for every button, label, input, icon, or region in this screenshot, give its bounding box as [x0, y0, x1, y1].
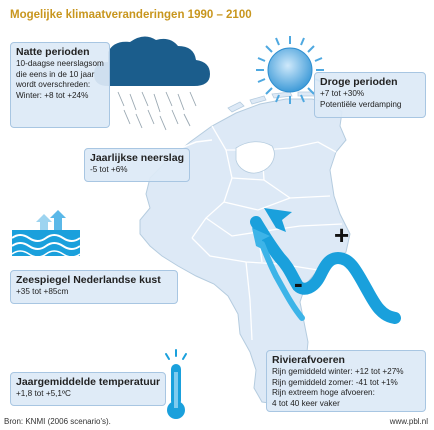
rivier-line: Rijn gemiddeld zomer: -41 tot +1%: [272, 377, 398, 387]
natte-heading: Natte perioden: [16, 46, 90, 58]
natte-line: 10-daagse neerslagsom: [16, 59, 104, 68]
sea-wave-icon: [12, 210, 80, 257]
neerslag-heading: Jaarlijkse neerslag: [90, 152, 184, 164]
box-zeespiegel: [10, 270, 178, 304]
rivier-line: Rijn extreem hoge afvoeren:: [272, 388, 375, 397]
natte-line: die eens in de 10 jaar: [16, 69, 95, 79]
zeespiegel-line: +35 tot +85cm: [16, 287, 69, 296]
box-droge-perioden: [314, 72, 426, 118]
rivier-line: 4 tot 40 keer vaker: [272, 398, 340, 408]
plus-sign: +: [334, 220, 350, 250]
box-rivierafvoeren: [266, 350, 426, 412]
box-temperatuur: [10, 372, 166, 406]
natte-line: Winter: +8 tot +24%: [16, 90, 89, 100]
page-title: Mogelijke klimaatveranderingen 1990 – 2100: [10, 9, 252, 21]
site-url: www.pbl.nl: [389, 417, 428, 426]
neerslag-line: -5 tot +6%: [90, 165, 128, 174]
source-note: Bron: KNMI (2006 scenario's).: [4, 417, 111, 426]
zeespiegel-heading: Zeespiegel Nederlandse kust: [16, 274, 161, 286]
natte-line: wordt overschreden:: [16, 80, 91, 89]
rain-cloud-icon: [94, 36, 210, 130]
temperatuur-heading: Jaargemiddelde temperatuur: [16, 376, 161, 388]
rivier-line: Rijn gemiddeld winter: +12 tot +27%: [272, 367, 404, 376]
temperatuur-line: +1,8 tot +5,1ºC: [16, 389, 71, 398]
box-natte-perioden: [10, 42, 110, 128]
minus-sign: -: [294, 268, 303, 298]
box-jaarlijkse-neerslag: [84, 148, 190, 182]
thermometer-icon: [166, 350, 186, 419]
droge-line: +7 tot +30%: [320, 89, 365, 98]
droge-heading: Droge perioden: [320, 76, 398, 88]
rivier-heading: Rivierafvoeren: [272, 354, 345, 366]
droge-line: Potentiële verdamping: [320, 99, 402, 109]
